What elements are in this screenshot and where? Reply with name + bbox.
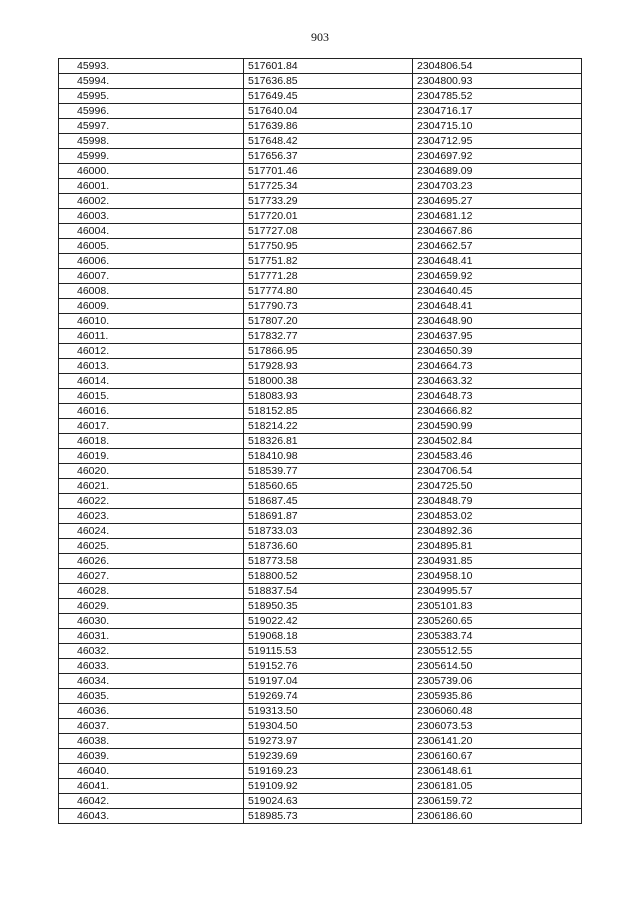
- point-id-cell: 46006.: [59, 254, 244, 269]
- table-row: [59, 89, 582, 104]
- table-row: [59, 224, 582, 239]
- y-coordinate-cell: 2306159.72: [413, 794, 582, 809]
- point-id-cell: 46018.: [59, 434, 244, 449]
- y-coordinate-cell: 2304502.84: [413, 434, 582, 449]
- point-id-cell: 46033.: [59, 659, 244, 674]
- point-id-cell: 46016.: [59, 404, 244, 419]
- x-coordinate-cell: 517701.46: [244, 164, 413, 179]
- x-coordinate-cell: 518691.87: [244, 509, 413, 524]
- y-coordinate-cell: 2304689.09: [413, 164, 582, 179]
- table-row: [59, 269, 582, 284]
- x-coordinate-cell: 518985.73: [244, 809, 413, 824]
- table-row: [59, 419, 582, 434]
- point-id-cell: 45993.: [59, 59, 244, 74]
- point-id-cell: 46032.: [59, 644, 244, 659]
- point-id-cell: 46042.: [59, 794, 244, 809]
- point-id-cell: 46038.: [59, 734, 244, 749]
- table-row: [59, 164, 582, 179]
- x-coordinate-cell: 518560.65: [244, 479, 413, 494]
- x-coordinate-cell: 517771.28: [244, 269, 413, 284]
- point-id-cell: 46040.: [59, 764, 244, 779]
- point-id-cell: 46013.: [59, 359, 244, 374]
- table-row: [59, 794, 582, 809]
- x-coordinate-cell: 518214.22: [244, 419, 413, 434]
- x-coordinate-cell: 518326.81: [244, 434, 413, 449]
- point-id-cell: 45997.: [59, 119, 244, 134]
- y-coordinate-cell: 2306060.48: [413, 704, 582, 719]
- x-coordinate-cell: 517832.77: [244, 329, 413, 344]
- point-id-cell: 46030.: [59, 614, 244, 629]
- table-row: [59, 764, 582, 779]
- x-coordinate-cell: 517807.20: [244, 314, 413, 329]
- point-id-cell: 46004.: [59, 224, 244, 239]
- table-row: [59, 209, 582, 224]
- table-row: [59, 434, 582, 449]
- y-coordinate-cell: 2304664.73: [413, 359, 582, 374]
- table-row: [59, 539, 582, 554]
- point-id-cell: 46002.: [59, 194, 244, 209]
- x-coordinate-cell: 519115.53: [244, 644, 413, 659]
- x-coordinate-cell: 517636.85: [244, 74, 413, 89]
- x-coordinate-cell: 518083.93: [244, 389, 413, 404]
- table-row: [59, 779, 582, 794]
- point-id-cell: 46015.: [59, 389, 244, 404]
- y-coordinate-cell: 2304663.32: [413, 374, 582, 389]
- y-coordinate-cell: 2304695.27: [413, 194, 582, 209]
- table-row: [59, 374, 582, 389]
- point-id-cell: 45999.: [59, 149, 244, 164]
- point-id-cell: 46000.: [59, 164, 244, 179]
- x-coordinate-cell: 517774.80: [244, 284, 413, 299]
- x-coordinate-cell: 518410.98: [244, 449, 413, 464]
- x-coordinate-cell: 519313.50: [244, 704, 413, 719]
- y-coordinate-cell: 2304715.10: [413, 119, 582, 134]
- y-coordinate-cell: 2304995.57: [413, 584, 582, 599]
- x-coordinate-cell: 518000.38: [244, 374, 413, 389]
- page-number: 903: [311, 30, 329, 44]
- y-coordinate-cell: 2304650.39: [413, 344, 582, 359]
- table-row: [59, 194, 582, 209]
- y-coordinate-cell: 2304800.93: [413, 74, 582, 89]
- x-coordinate-cell: 517790.73: [244, 299, 413, 314]
- y-coordinate-cell: 2305512.55: [413, 644, 582, 659]
- x-coordinate-cell: 518539.77: [244, 464, 413, 479]
- y-coordinate-cell: 2306073.53: [413, 719, 582, 734]
- x-coordinate-cell: 517733.29: [244, 194, 413, 209]
- x-coordinate-cell: 517727.08: [244, 224, 413, 239]
- point-id-cell: 46041.: [59, 779, 244, 794]
- x-coordinate-cell: 517750.95: [244, 239, 413, 254]
- table-row: [59, 689, 582, 704]
- table-row: [59, 254, 582, 269]
- table-row: [59, 479, 582, 494]
- y-coordinate-cell: 2305383.74: [413, 629, 582, 644]
- table-row: [59, 314, 582, 329]
- point-id-cell: 46037.: [59, 719, 244, 734]
- table-row: [59, 59, 582, 74]
- x-coordinate-cell: 518837.54: [244, 584, 413, 599]
- point-id-cell: 46026.: [59, 554, 244, 569]
- point-id-cell: 46025.: [59, 539, 244, 554]
- y-coordinate-cell: 2305614.50: [413, 659, 582, 674]
- x-coordinate-cell: 517751.82: [244, 254, 413, 269]
- point-id-cell: 46031.: [59, 629, 244, 644]
- table-row: [59, 494, 582, 509]
- x-coordinate-cell: 518773.58: [244, 554, 413, 569]
- point-id-cell: 45996.: [59, 104, 244, 119]
- table-row: [59, 704, 582, 719]
- point-id-cell: 46022.: [59, 494, 244, 509]
- y-coordinate-cell: 2305935.86: [413, 689, 582, 704]
- y-coordinate-cell: 2304583.46: [413, 449, 582, 464]
- x-coordinate-cell: 517640.04: [244, 104, 413, 119]
- x-coordinate-cell: 519109.92: [244, 779, 413, 794]
- table-row: [59, 524, 582, 539]
- table-row: [59, 749, 582, 764]
- point-id-cell: 46008.: [59, 284, 244, 299]
- table-row: [59, 509, 582, 524]
- table-row: [59, 644, 582, 659]
- y-coordinate-cell: 2304667.86: [413, 224, 582, 239]
- y-coordinate-cell: 2304648.41: [413, 299, 582, 314]
- point-id-cell: 46019.: [59, 449, 244, 464]
- table-row: [59, 629, 582, 644]
- table-row: [59, 464, 582, 479]
- point-id-cell: 46007.: [59, 269, 244, 284]
- x-coordinate-cell: 518736.60: [244, 539, 413, 554]
- table-row: [59, 449, 582, 464]
- y-coordinate-cell: 2304697.92: [413, 149, 582, 164]
- point-id-cell: 46011.: [59, 329, 244, 344]
- table-row: [59, 104, 582, 119]
- x-coordinate-cell: 517648.42: [244, 134, 413, 149]
- x-coordinate-cell: 517656.37: [244, 149, 413, 164]
- x-coordinate-cell: 517601.84: [244, 59, 413, 74]
- x-coordinate-cell: 517725.34: [244, 179, 413, 194]
- x-coordinate-cell: 519304.50: [244, 719, 413, 734]
- table-row: [59, 734, 582, 749]
- table-row: [59, 149, 582, 164]
- point-id-cell: 46035.: [59, 689, 244, 704]
- point-id-cell: 46023.: [59, 509, 244, 524]
- x-coordinate-cell: 518687.45: [244, 494, 413, 509]
- y-coordinate-cell: 2304958.10: [413, 569, 582, 584]
- x-coordinate-cell: 519197.04: [244, 674, 413, 689]
- point-id-cell: 46034.: [59, 674, 244, 689]
- y-coordinate-cell: 2305101.83: [413, 599, 582, 614]
- y-coordinate-cell: 2304703.23: [413, 179, 582, 194]
- x-coordinate-cell: 517866.95: [244, 344, 413, 359]
- x-coordinate-cell: 518950.35: [244, 599, 413, 614]
- y-coordinate-cell: 2304853.02: [413, 509, 582, 524]
- table-row: [59, 674, 582, 689]
- point-id-cell: 46017.: [59, 419, 244, 434]
- point-id-cell: 46005.: [59, 239, 244, 254]
- y-coordinate-cell: 2304666.82: [413, 404, 582, 419]
- table-row: [59, 344, 582, 359]
- table-row: [59, 809, 582, 824]
- y-coordinate-cell: 2304681.12: [413, 209, 582, 224]
- x-coordinate-cell: 518733.03: [244, 524, 413, 539]
- x-coordinate-cell: 517928.93: [244, 359, 413, 374]
- y-coordinate-cell: 2305260.65: [413, 614, 582, 629]
- x-coordinate-cell: 517639.86: [244, 119, 413, 134]
- table-row: [59, 554, 582, 569]
- point-id-cell: 46021.: [59, 479, 244, 494]
- y-coordinate-cell: 2304848.79: [413, 494, 582, 509]
- x-coordinate-cell: 517720.01: [244, 209, 413, 224]
- point-id-cell: 46024.: [59, 524, 244, 539]
- point-id-cell: 46020.: [59, 464, 244, 479]
- table-body: [59, 59, 582, 824]
- point-id-cell: 46039.: [59, 749, 244, 764]
- y-coordinate-cell: 2306186.60: [413, 809, 582, 824]
- y-coordinate-cell: 2306141.20: [413, 734, 582, 749]
- x-coordinate-cell: 519152.76: [244, 659, 413, 674]
- y-coordinate-cell: 2306148.61: [413, 764, 582, 779]
- y-coordinate-cell: 2306160.67: [413, 749, 582, 764]
- x-coordinate-cell: 519269.74: [244, 689, 413, 704]
- y-coordinate-cell: 2304725.50: [413, 479, 582, 494]
- y-coordinate-cell: 2304716.17: [413, 104, 582, 119]
- y-coordinate-cell: 2304648.41: [413, 254, 582, 269]
- table-row: [59, 659, 582, 674]
- x-coordinate-cell: 517649.45: [244, 89, 413, 104]
- point-id-cell: 46029.: [59, 599, 244, 614]
- point-id-cell: 46036.: [59, 704, 244, 719]
- table-row: [59, 389, 582, 404]
- point-id-cell: 46027.: [59, 569, 244, 584]
- y-coordinate-cell: 2304659.92: [413, 269, 582, 284]
- x-coordinate-cell: 519068.18: [244, 629, 413, 644]
- y-coordinate-cell: 2304637.95: [413, 329, 582, 344]
- point-id-cell: 46043.: [59, 809, 244, 824]
- x-coordinate-cell: 519239.69: [244, 749, 413, 764]
- point-id-cell: 45998.: [59, 134, 244, 149]
- y-coordinate-cell: 2304706.54: [413, 464, 582, 479]
- y-coordinate-cell: 2304785.52: [413, 89, 582, 104]
- point-id-cell: 46014.: [59, 374, 244, 389]
- table-row: [59, 569, 582, 584]
- y-coordinate-cell: 2304892.36: [413, 524, 582, 539]
- table-row: [59, 74, 582, 89]
- point-id-cell: 46001.: [59, 179, 244, 194]
- y-coordinate-cell: 2304648.90: [413, 314, 582, 329]
- x-coordinate-cell: 519273.97: [244, 734, 413, 749]
- point-id-cell: 46028.: [59, 584, 244, 599]
- table-row: [59, 719, 582, 734]
- x-coordinate-cell: 519024.63: [244, 794, 413, 809]
- y-coordinate-cell: 2304648.73: [413, 389, 582, 404]
- table-row: [59, 119, 582, 134]
- point-id-cell: 45995.: [59, 89, 244, 104]
- y-coordinate-cell: 2304712.95: [413, 134, 582, 149]
- y-coordinate-cell: 2304662.57: [413, 239, 582, 254]
- table-row: [59, 284, 582, 299]
- y-coordinate-cell: 2304895.81: [413, 539, 582, 554]
- table-row: [59, 614, 582, 629]
- point-id-cell: 46009.: [59, 299, 244, 314]
- y-coordinate-cell: 2304640.45: [413, 284, 582, 299]
- point-id-cell: 46012.: [59, 344, 244, 359]
- x-coordinate-cell: 519022.42: [244, 614, 413, 629]
- x-coordinate-cell: 518152.85: [244, 404, 413, 419]
- table-row: [59, 599, 582, 614]
- x-coordinate-cell: 518800.52: [244, 569, 413, 584]
- table-row: [59, 239, 582, 254]
- table-row: [59, 584, 582, 599]
- table-row: [59, 179, 582, 194]
- point-id-cell: 46003.: [59, 209, 244, 224]
- coordinates-table: [58, 58, 582, 824]
- table-row: [59, 359, 582, 374]
- y-coordinate-cell: 2304806.54: [413, 59, 582, 74]
- point-id-cell: 46010.: [59, 314, 244, 329]
- table-row: [59, 329, 582, 344]
- y-coordinate-cell: 2304590.99: [413, 419, 582, 434]
- x-coordinate-cell: 519169.23: [244, 764, 413, 779]
- y-coordinate-cell: 2306181.05: [413, 779, 582, 794]
- table-row: [59, 404, 582, 419]
- table-row: [59, 299, 582, 314]
- table-row: [59, 134, 582, 149]
- y-coordinate-cell: 2304931.85: [413, 554, 582, 569]
- point-id-cell: 45994.: [59, 74, 244, 89]
- y-coordinate-cell: 2305739.06: [413, 674, 582, 689]
